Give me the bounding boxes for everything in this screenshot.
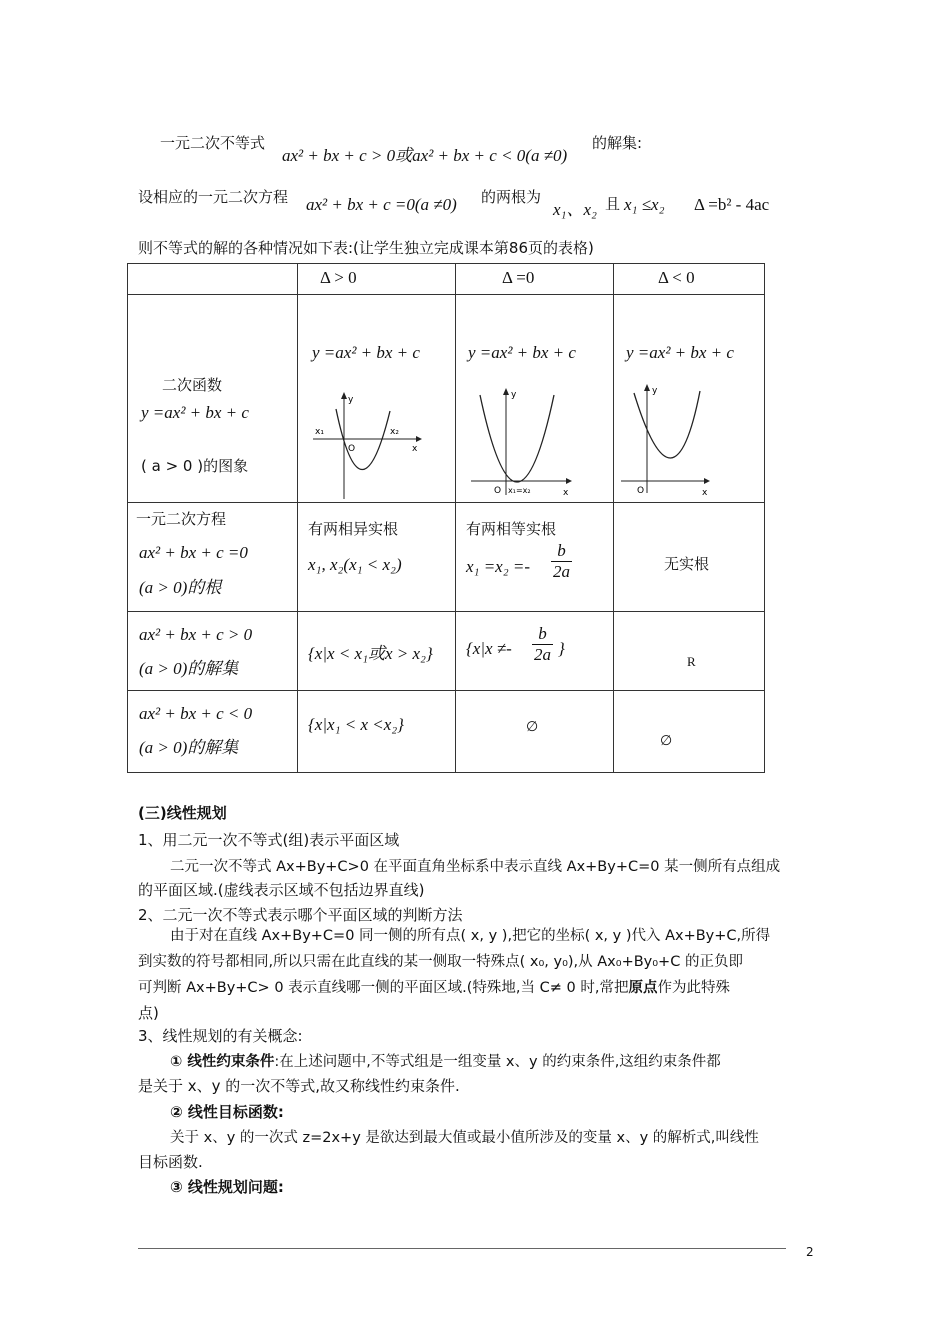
parabola-no-roots-graph [618, 381, 728, 501]
p1-body-line2: 的平面区域.(虚线表示区域不包括边界直线) [138, 881, 425, 899]
graph2-x12-label: x₁=x₂ [508, 486, 531, 495]
lt-solution-no-roots: ∅ [614, 691, 765, 773]
roots-two-distinct: 有两相异实根 x₁, x₂(x₁ < x₂) [298, 503, 456, 612]
footer-rule [138, 1248, 786, 1249]
row-graph-label: 二次函数 y =ax² + bx + c ( a > 0 )的图象 [128, 295, 298, 503]
graph2-x-label: x [563, 488, 569, 498]
gt-solution-double-root: {x|x ≠- $\frac{b}{2a}$ } [456, 612, 614, 691]
graph1-y-label: y [348, 395, 354, 405]
p3-title: 3、线性规划的有关概念: [138, 1027, 303, 1045]
p2-body-line1: 由于对在直线 Ax+By+C=0 同一侧的所有点( x, y ),把它的坐标( x, y )代入 Ax+By+C,所得 [170, 928, 771, 944]
parabola-double-root-graph [466, 383, 596, 501]
concept3-title: ③ 线性规划问题: [170, 1178, 284, 1196]
inequality-table [127, 263, 765, 773]
p2-body-line3: 可判断 Ax+By+C> 0 表示直线哪一侧的平面区域.(特殊地,当 C≠ 0 时,常把原点作为此特殊 [138, 980, 730, 996]
graph3-y-label: y [652, 386, 658, 396]
intro-line2-delta: Δ =b² - 4ac [694, 195, 770, 214]
roots-none: 无实根 [614, 503, 765, 612]
intro-line2-prefix: 设相应的一元二次方程 [138, 188, 289, 206]
row-roots-label: 一元二次方程 ax² + bx + c =0 (a > 0)的根 [128, 503, 298, 612]
roots-fraction: $\frac{b}{2a}$ [553, 541, 570, 581]
graph1-origin-label: O [348, 444, 356, 454]
p2-body-line4: 点) [138, 1004, 159, 1022]
gt-solution-two-roots: {x|x < x₁或x > x₂} [298, 612, 456, 691]
concept1-line2: 是关于 x、y 的一次不等式,故又称线性约束条件. [138, 1077, 460, 1095]
intro-line2-order: x₁ ≤x₂ [624, 195, 665, 214]
intro-line1-prefix: 一元二次不等式 [160, 134, 266, 152]
graph2-y-label: y [511, 390, 517, 400]
section-heading: (三)线性规划 [138, 804, 227, 822]
intro-line2-middle: 的两根为 [481, 188, 542, 206]
intro-line2-roots: x₁、x₂ [553, 200, 597, 219]
gt-solution-no-roots: R [614, 612, 765, 691]
header-delta-positive: Δ > 0 [298, 264, 456, 295]
concept2-line2: 目标函数. [138, 1153, 203, 1171]
lt-solution-double-root: ∅ [456, 691, 614, 773]
header-delta-negative: Δ < 0 [614, 264, 765, 295]
concept2-title: ② 线性目标函数: [170, 1103, 284, 1121]
header-empty-cell [128, 264, 298, 295]
graph1-x2-label: x₂ [390, 427, 399, 437]
intro-line1-formula: ax² + bx + c > 0或ax² + bx + c < 0(a ≠0) [282, 146, 568, 165]
page-number: 2 [806, 1245, 814, 1259]
intro-line1-suffix: 的解集: [592, 134, 643, 152]
row-gt-label: ax² + bx + c > 0 (a > 0)的解集 [128, 612, 298, 691]
graph-cell-double-root: y =ax² + bx + c y x O x₁=x₂ [456, 295, 614, 503]
p2-title: 2、二元一次不等式表示哪个平面区域的判断方法 [138, 906, 463, 924]
lt-solution-two-roots: {x|x₁ < x <x₂} [298, 691, 456, 773]
concept2-line1: 关于 x、y 的一次式 z=2x+y 是欲达到最大值或最小值所涉及的变量 x、y 的解析式,叫线性 [170, 1130, 759, 1146]
parabola-two-roots-graph [308, 389, 428, 499]
p2-body-line2: 到实数的符号都相同,所以只需在此直线的某一侧取一特殊点( x₀, y₀),从 Ax₀+By₀+C 的正负即 [138, 954, 743, 970]
intro-line2-formula: ax² + bx + c =0(a ≠0) [306, 195, 457, 214]
header-delta-zero: Δ =0 [456, 264, 614, 295]
intro-line3: 则不等式的解的各种情况如下表:(让学生独立完成课本第86页的表格) [138, 239, 594, 257]
graph3-origin-label: O [637, 486, 645, 496]
row-lt-label: ax² + bx + c < 0 (a > 0)的解集 [128, 691, 298, 773]
intro-line2-and: 且 [605, 195, 621, 213]
concept1-line1: ① 线性约束条件:在上述问题中,不等式组是一组变量 x、y 的约束条件,这组约束条件都 [170, 1054, 721, 1070]
graph2-origin-label: O [494, 486, 502, 496]
graph-cell-no-roots: y =ax² + bx + c y x O [614, 295, 765, 503]
graph1-x1-label: x₁ [315, 427, 324, 437]
roots-two-equal: 有两相等实根 x₁ =x₂ =- $\frac{b}{2a}$ [456, 503, 614, 612]
gt-fraction: $\frac{b}{2a}$ [534, 624, 551, 664]
p1-title: 1、用二元一次不等式(组)表示平面区域 [138, 831, 400, 849]
graph3-x-label: x [702, 488, 708, 498]
graph1-x-label: x [412, 444, 418, 454]
p1-body-line1: 二元一次不等式 Ax+By+C>0 在平面直角坐标系中表示直线 Ax+By+C=0 某一侧所有点组成 [170, 859, 781, 875]
graph-cell-two-roots: y =ax² + bx + c y x O x₁ x₂ [298, 295, 456, 503]
